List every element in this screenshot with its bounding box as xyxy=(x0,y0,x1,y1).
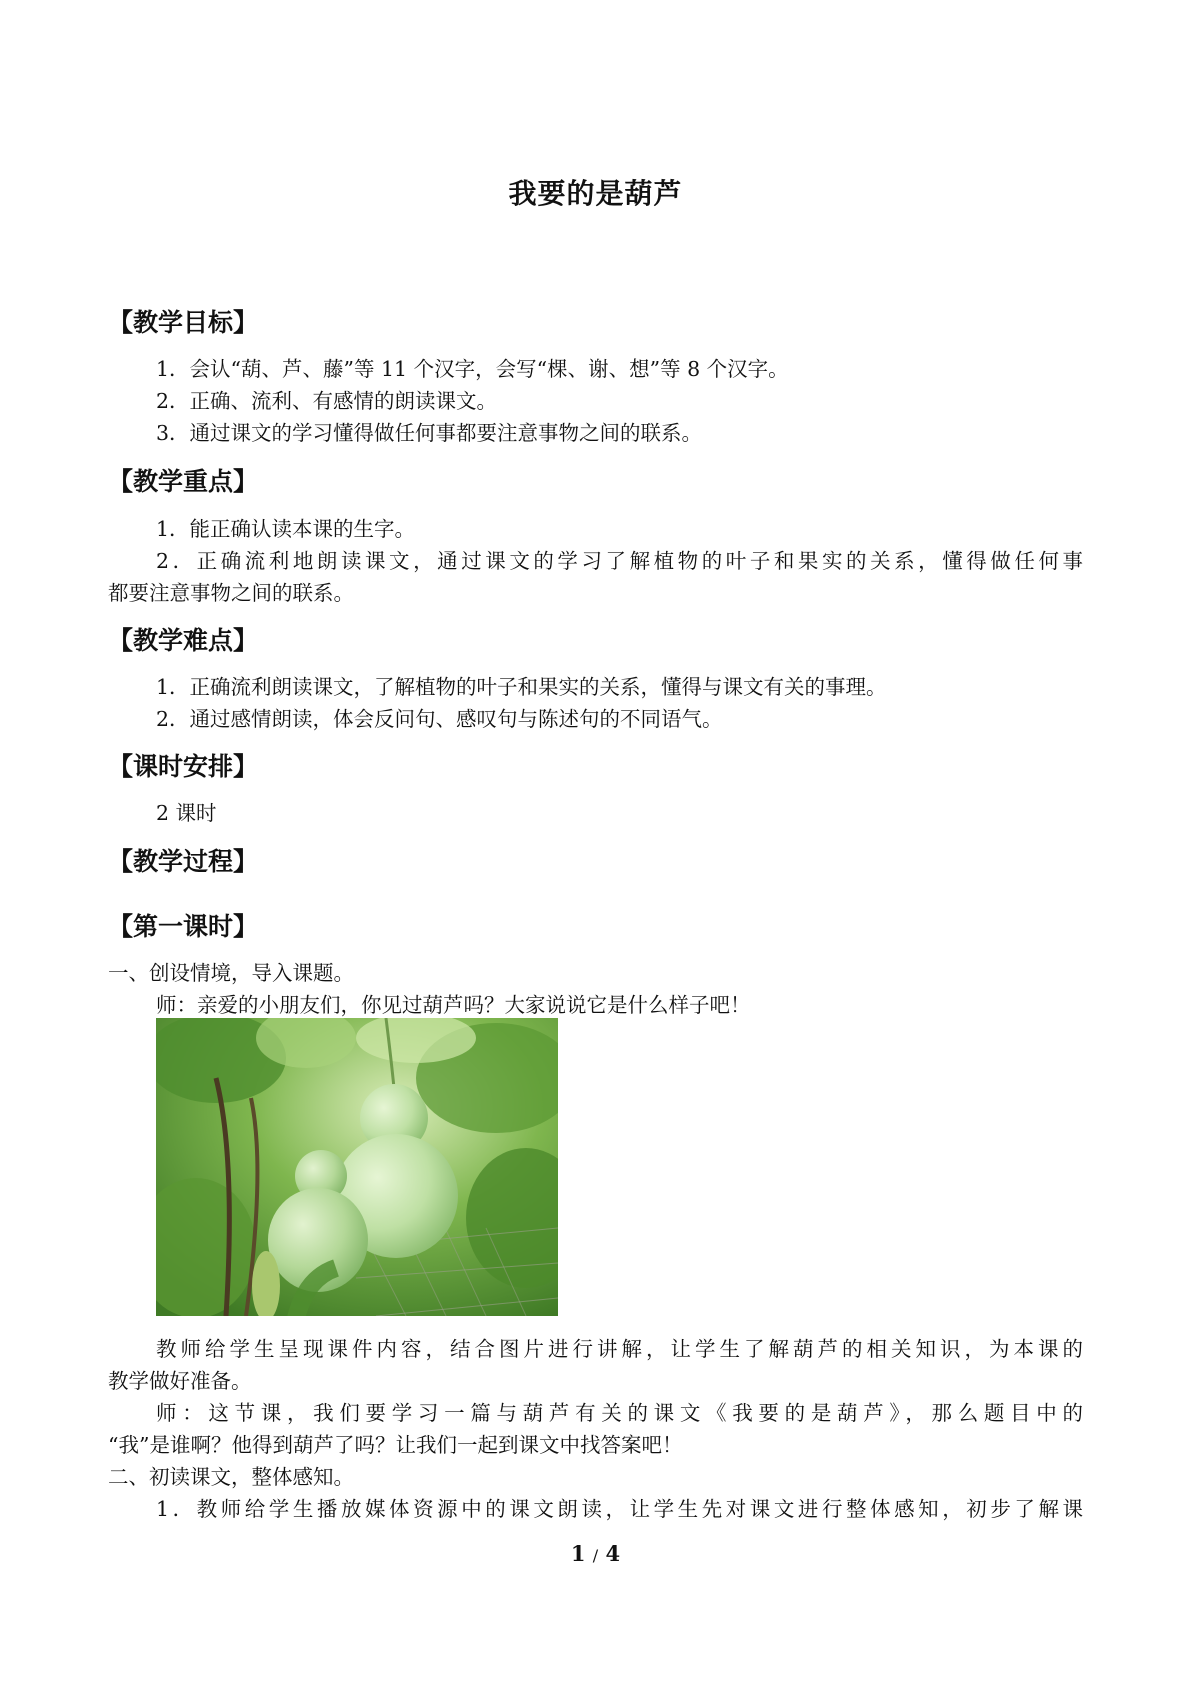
key-point-item-2: 2．正确流利地朗读课文，通过课文的学习了解植物的叶子和果实的关系，懂得做任何事 xyxy=(156,549,1083,573)
heading-first-lesson: 【第一课时】 xyxy=(108,912,259,941)
heading-objectives: 【教学目标】 xyxy=(108,308,259,337)
heading-key-points: 【教学重点】 xyxy=(108,467,259,496)
objective-item-1: 1．会认“葫、芦、藤”等 11 个汉字，会写“棵、谢、想”等 8 个汉字。 xyxy=(156,357,789,381)
difficulty-item-2: 2．通过感情朗读，体会反问句、感叹句与陈述句的不同语气。 xyxy=(156,707,723,731)
heading-schedule: 【课时安排】 xyxy=(108,752,259,781)
key-point-item-2-cont: 都要注意事物之间的联系。 xyxy=(108,581,354,605)
step-1-heading: 一、创设情境，导入课题。 xyxy=(108,961,354,985)
difficulty-item-1: 1．正确流利朗读课文，了解植物的叶子和果实的关系，懂得与课文有关的事理。 xyxy=(156,675,887,699)
page-number xyxy=(0,1541,1191,1566)
paragraph-3-line-1: 1．教师给学生播放媒体资源中的课文朗读，让学生先对课文进行整体感知，初步了解课 xyxy=(156,1497,1083,1521)
schedule-text: 2 课时 xyxy=(156,801,217,825)
paragraph-2-line-2: “我”是谁啊？他得到葫芦了吗？让我们一起到课文中找答案吧！ xyxy=(108,1433,683,1457)
paragraph-2-line-1: 师：这节课，我们要学习一篇与葫芦有关的课文《我要的是葫芦》，那么题目中的 xyxy=(156,1401,1083,1425)
paragraph-1-line-1: 教师给学生呈现课件内容，结合图片进行讲解，让学生了解葫芦的相关知识，为本课的 xyxy=(156,1337,1083,1361)
step-2-heading: 二、初读课文，整体感知。 xyxy=(108,1465,354,1489)
gourd-illustration xyxy=(156,1018,558,1316)
page-total: 4 xyxy=(605,1541,621,1566)
teacher-question: 师：亲爱的小朋友们，你见过葫芦吗？大家说说它是什么样子吧！ xyxy=(156,993,751,1017)
key-point-item-1: 1．能正确认读本课的生字。 xyxy=(156,517,416,541)
gourd-photo xyxy=(156,1018,558,1316)
page-separator: / xyxy=(592,1546,599,1565)
page-current: 1 xyxy=(570,1541,586,1566)
objective-item-2: 2．正确、流利、有感情的朗读课文。 xyxy=(156,389,498,413)
heading-difficulties: 【教学难点】 xyxy=(108,626,259,655)
objective-item-3: 3．通过课文的学习懂得做任何事都要注意事物之间的联系。 xyxy=(156,421,703,445)
document-title: 我要的是葫芦 xyxy=(508,177,683,210)
heading-process: 【教学过程】 xyxy=(108,847,259,876)
paragraph-1-line-2: 教学做好准备。 xyxy=(108,1369,252,1393)
